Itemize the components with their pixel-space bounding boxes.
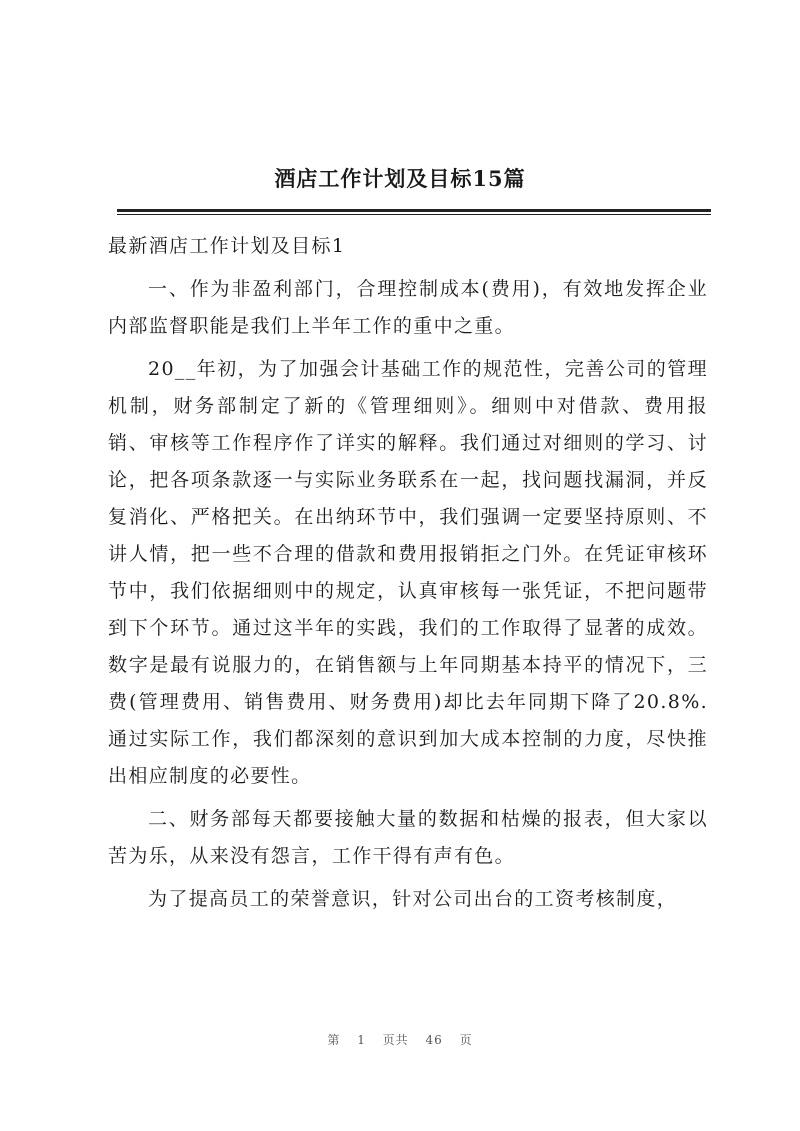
footer-page-number: 1 [357, 1033, 366, 1047]
document-body [108, 228, 708, 924]
title-divider [117, 209, 711, 212]
footer-total-pages: 46 [425, 1033, 443, 1047]
paragraph-1: 一、作为非盈利部门，合理控制成本(费用)，有效地发挥企业内部监督职能是我们上半年工作的重中之重。 [108, 278, 708, 337]
footer-prefix: 第 [327, 1033, 341, 1047]
title-divider-thin [117, 214, 711, 215]
footer-middle: 页共 [382, 1033, 409, 1047]
page-footer [0, 1031, 800, 1048]
paragraph-2: 20__年初，为了加强会计基础工作的规范性，完善公司的管理机制，财务部制定了新的《管理细则》。细则中对借款、费用报销、审核等工作程序作了详实的解释。我们通过对细则的学习、讨论，把各项条款逐一与实际业务联系在一起，找问题找漏洞，并反复消化、严格把关。在出纳环节中，我们强调一定要坚持原则、不讲人情，把一些不合理的借款和费用报销拒之门外。在凭证审核环节中，我们依据细则中的规定，认真审核每一张凭证，不把问题带到下个环节。通过这半年的实践，我们的工作取得了显著的成效。数字是最有说服力的，在销售额与上年同期基本持平的情况下，三费(管理费用、销售费用、财务费用)却比去年同期下降了20.8%.通过实际工作，我们都深刻的意识到加大成本控制的力度，尽快推出相应制度的必要性。 [108, 358, 708, 787]
footer-suffix: 页 [459, 1033, 473, 1047]
document-title: 酒店工作计划及目标15篇 [274, 166, 526, 191]
paragraph-3: 二、财务部每天都要接触大量的数据和枯燥的报表，但大家以苦为乐，从来没有怨言，工作干得有声有色。 [108, 808, 708, 867]
section-subheading: 最新酒店工作计划及目标1 [108, 235, 346, 257]
paragraph-4: 为了提高员工的荣誉意识，针对公司出台的工资考核制度， [148, 888, 678, 910]
